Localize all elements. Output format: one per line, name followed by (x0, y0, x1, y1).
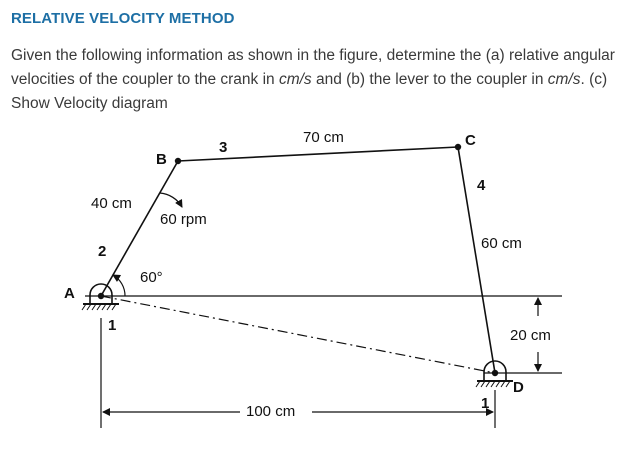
label-link-4: 4 (477, 177, 486, 194)
label-link-1-bottom: 1 (481, 395, 490, 412)
joint-c (455, 144, 461, 150)
label-point-b: B (156, 151, 167, 168)
ground-link-line (101, 296, 495, 373)
label-link-3: 3 (219, 139, 228, 156)
label-ground-distance: 100 cm (246, 403, 296, 420)
label-vertical-offset: 20 cm (510, 327, 551, 344)
section-heading: RELATIVE VELOCITY METHOD (11, 10, 235, 27)
unit-1: cm/s (278, 71, 312, 88)
label-link-2: 2 (98, 243, 107, 260)
label-crank-speed: 60 rpm (160, 211, 207, 228)
crank-angle-arc (113, 275, 125, 296)
label-lever-length: 60 cm (481, 235, 522, 252)
unit-2: cm/s (547, 71, 581, 88)
label-point-d: D (513, 379, 524, 396)
problem-text-2: and (b) the lever to the coupler in (311, 71, 548, 88)
label-link-1-top: 1 (108, 317, 117, 334)
label-point-a: A (64, 285, 75, 302)
label-crank-length: 40 cm (91, 195, 132, 212)
label-point-c: C (465, 132, 476, 149)
pivot-a (82, 284, 119, 310)
joint-b (175, 158, 181, 164)
problem-text-1: Given the following information as shown in the figure, determine the (a) relative angular velocities of the coupler to the crank in (11, 47, 615, 88)
label-crank-angle: 60° (140, 269, 163, 286)
pivot-d (476, 361, 513, 387)
crank-rotation-arrow (160, 193, 182, 207)
label-coupler-length: 70 cm (303, 129, 344, 146)
problem-text-3: . (c) Show Velocity diagram (11, 71, 608, 112)
